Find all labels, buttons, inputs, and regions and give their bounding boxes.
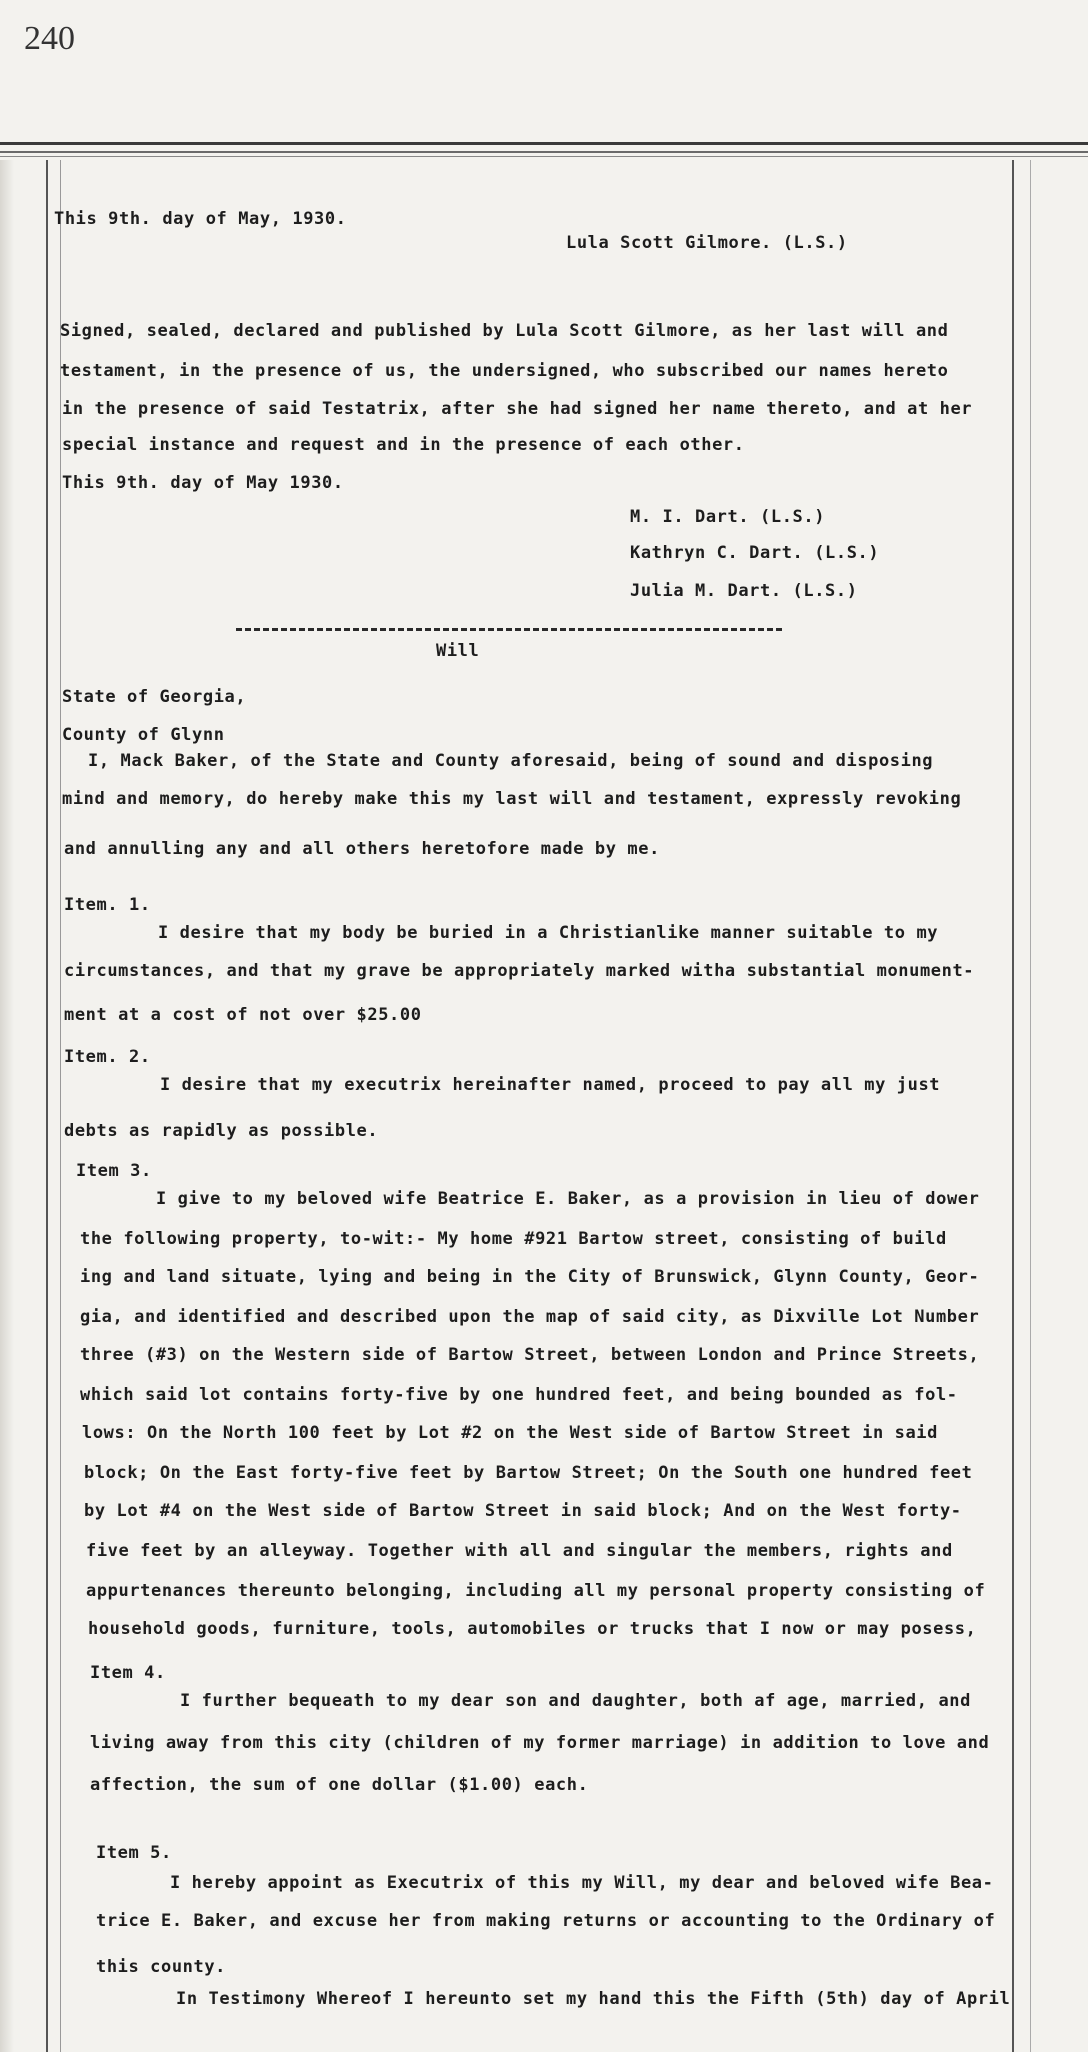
body-line: block; On the East forty-five feet by Bartow Street; On the South one hundred feet — [84, 1463, 973, 1483]
item-heading: Item. 1. — [64, 895, 151, 915]
date-line-testatrix: This 9th. day of May, 1930. — [54, 209, 347, 229]
body-line: debts as rapidly as possible. — [64, 1121, 379, 1141]
body-line: I further bequeath to my dear son and daughter, both af age, married, and — [180, 1691, 971, 1711]
witness-signature: M. I. Dart. (L.S.) — [630, 507, 826, 527]
right-margin-line-outer — [1030, 160, 1031, 2052]
body-line: affection, the sum of one dollar ($1.00) each. — [90, 1775, 589, 1795]
preamble-line: I, Mack Baker, of the State and County aforesaid, being of sound and disposing — [88, 751, 934, 771]
body-line: this county. — [96, 1957, 227, 1977]
attestation-line: special instance and request and in the presence of each other. — [62, 435, 745, 455]
body-line: I desire that my executrix hereinafter named, proceed to pay all my just — [160, 1075, 941, 1095]
body-line: circumstances, and that my grave be appropriately marked witha substantial monument- — [64, 961, 975, 981]
right-margin-line — [1012, 160, 1014, 2052]
will-heading: Will — [436, 641, 480, 661]
body-line: household goods, furniture, tools, automobiles or trucks that I now or may posess, — [88, 1619, 977, 1639]
witness-signature: Julia M. Dart. (L.S.) — [630, 581, 858, 601]
page-edge-shadow — [0, 160, 14, 2052]
body-line: ing and land situate, lying and being in the City of Brunswick, Glynn County, Geor- — [80, 1267, 980, 1287]
body-line: five feet by an alleyway. Together with all and singular the members, rights and — [86, 1541, 953, 1561]
item-heading: Item 4. — [90, 1663, 166, 1683]
body-line: I hereby appoint as Executrix of this my Will, my dear and beloved wife Bea- — [170, 1873, 994, 1893]
body-line: the following property, to-wit:- My home #921 Bartow street, consisting of build — [80, 1229, 947, 1249]
body-line: gia, and identified and described upon the map of said city, as Dixville Lot Number — [80, 1307, 980, 1327]
venue-state: State of Georgia, — [62, 687, 247, 707]
item-heading: Item 3. — [76, 1161, 152, 1181]
witness-signature: Kathryn C. Dart. (L.S.) — [630, 543, 880, 563]
body-line: I desire that my body be buried in a Christianlike manner suitable to my — [158, 923, 939, 943]
body-line: which said lot contains forty-five by one hundred feet, and being bounded as fol- — [80, 1385, 958, 1405]
body-line: I give to my beloved wife Beatrice E. Baker, as a provision in lieu of dower — [156, 1189, 980, 1209]
body-line: by Lot #4 on the West side of Bartow Street in said block; And on the West forty- — [84, 1501, 962, 1521]
left-margin-line — [46, 160, 48, 2052]
preamble-line: mind and memory, do hereby make this my last will and testament, expressly revoking — [62, 789, 962, 809]
attestation-line: testament, in the presence of us, the undersigned, who subscribed our names hereto — [60, 361, 949, 381]
attestation-line: Signed, sealed, declared and published by Lula Scott Gilmore, as her last will and — [60, 321, 949, 341]
body-line: living away from this city (children of my former marriage) in addition to love and — [90, 1733, 990, 1753]
preamble-line: and annulling any and all others heretofore made by me. — [64, 839, 660, 859]
testatrix-signature: Lula Scott Gilmore. (L.S.) — [566, 233, 848, 253]
top-rule-thin — [0, 156, 1088, 157]
left-margin-line-inner — [60, 160, 61, 2052]
venue-county: County of Glynn — [62, 725, 225, 745]
item-heading: Item. 2. — [64, 1047, 151, 1067]
top-rule — [0, 142, 1088, 153]
body-line: ment at a cost of not over $25.00 — [64, 1005, 422, 1025]
item-heading: Item 5. — [96, 1843, 172, 1863]
body-line: In Testimony Whereof I hereunto set my hand this the Fifth (5th) day of April — [176, 1989, 1011, 2009]
body-line: trice E. Baker, and excuse her from making returns or accounting to the Ordinary of — [96, 1911, 996, 1931]
attestation-line: in the presence of said Testatrix, after she had signed her name thereto, and at her — [62, 399, 973, 419]
section-separator — [236, 628, 782, 631]
body-line: three (#3) on the Western side of Bartow Street, between London and Prince Streets, — [80, 1345, 980, 1365]
page-number: 240 — [24, 20, 75, 57]
body-line: lows: On the North 100 feet by Lot #2 on the West side of Bartow Street in said — [82, 1423, 938, 1443]
body-line: appurtenances thereunto belonging, including all my personal property consisting of — [86, 1581, 986, 1601]
attestation-date: This 9th. day of May 1930. — [62, 473, 344, 493]
